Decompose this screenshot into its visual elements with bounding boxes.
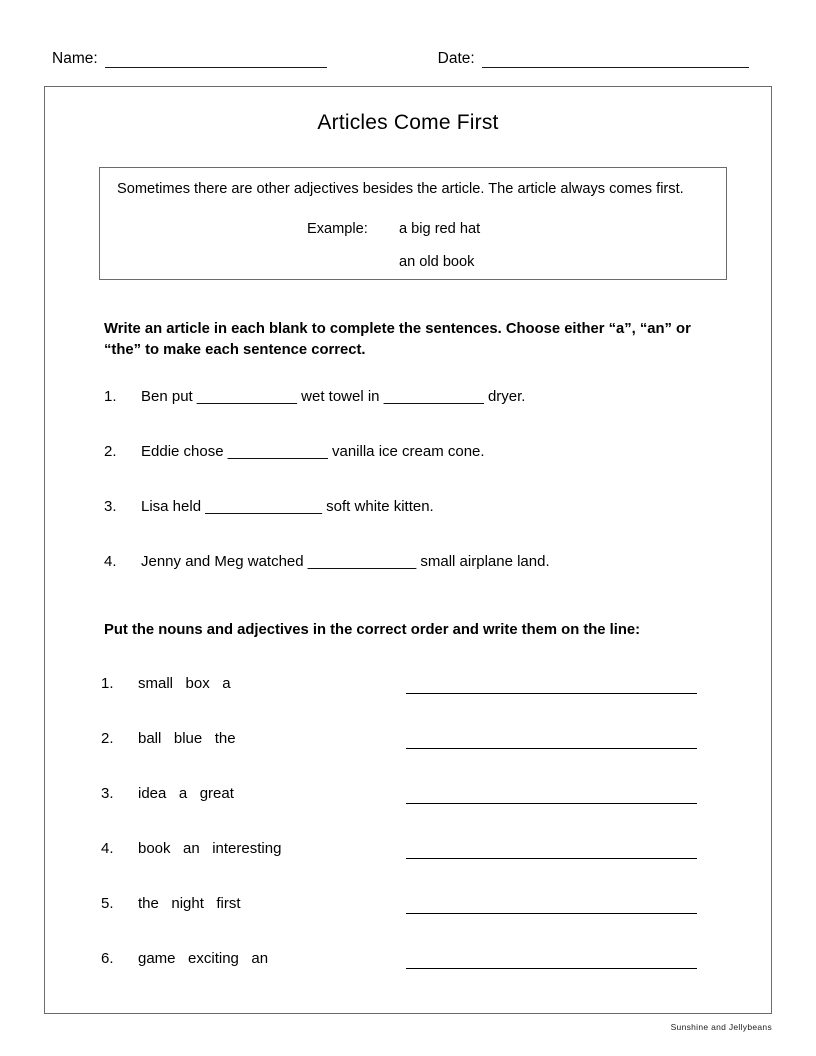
answer-write-line[interactable]	[406, 803, 697, 804]
item-words: idea a great	[138, 785, 234, 802]
item-number: 5.	[101, 895, 114, 912]
footer-credit: Sunshine and Jellybeans	[670, 1022, 772, 1032]
word-order-question-list	[101, 674, 753, 1004]
rule-example-box	[99, 167, 727, 280]
item-sentence[interactable]: Ben put ____________ wet towel in ____________ dryer.	[141, 388, 526, 405]
item-number: 1.	[104, 388, 117, 405]
list-item[interactable]	[101, 674, 753, 729]
item-sentence[interactable]: Lisa held ______________ soft white kitten.	[141, 498, 434, 515]
directions-fill-blanks: Write an article in each blank to complete the sentences. Choose either “a”, “an” or “the” to make each sentence correct.	[104, 321, 691, 358]
item-words: the night first	[138, 895, 241, 912]
name-label: Name:	[52, 50, 98, 67]
item-number: 6.	[101, 950, 114, 967]
item-words: game exciting an	[138, 950, 269, 967]
item-words: small box a	[138, 675, 231, 692]
name-field	[52, 50, 327, 68]
item-number: 4.	[101, 840, 114, 857]
item-number: 2.	[104, 443, 117, 460]
list-item[interactable]	[101, 784, 753, 839]
item-sentence[interactable]: Eddie chose ____________ vanilla ice cream cone.	[141, 443, 485, 460]
list-item[interactable]	[101, 839, 753, 894]
list-item[interactable]	[104, 497, 724, 552]
example-phrase-1: a big red hat	[399, 221, 481, 237]
item-number: 4.	[104, 553, 117, 570]
item-sentence[interactable]: Jenny and Meg watched _____________ small airplane land.	[141, 553, 550, 570]
item-number: 1.	[101, 675, 114, 692]
item-number: 2.	[101, 730, 114, 747]
example-label: Example:	[307, 221, 368, 237]
worksheet-frame	[44, 86, 772, 1014]
answer-write-line[interactable]	[406, 693, 697, 694]
list-item[interactable]	[104, 387, 724, 442]
example-phrase-2: an old book	[399, 254, 475, 270]
list-item[interactable]	[104, 552, 724, 607]
answer-write-line[interactable]	[406, 913, 697, 914]
date-field	[438, 50, 749, 68]
fill-blank-question-list	[104, 387, 724, 607]
rule-text: Sometimes there are other adjectives besides the article. The article always comes first.	[117, 181, 684, 197]
item-words: ball blue the	[138, 730, 236, 747]
item-words: book an interesting	[138, 840, 282, 857]
page-title: Articles Come First	[317, 111, 499, 134]
answer-write-line[interactable]	[406, 748, 697, 749]
date-label: Date:	[437, 50, 475, 67]
list-item[interactable]	[104, 442, 724, 497]
list-item[interactable]	[101, 894, 753, 949]
student-info-header	[52, 40, 768, 68]
list-item[interactable]	[101, 729, 753, 784]
item-number: 3.	[104, 498, 117, 515]
date-write-line[interactable]	[482, 53, 749, 68]
answer-write-line[interactable]	[406, 968, 697, 969]
answer-write-line[interactable]	[406, 858, 697, 859]
list-item[interactable]	[101, 949, 753, 1004]
name-write-line[interactable]	[105, 53, 327, 68]
directions-word-order: Put the nouns and adjectives in the correct order and write them on the line:	[104, 622, 641, 638]
item-number: 3.	[101, 785, 114, 802]
